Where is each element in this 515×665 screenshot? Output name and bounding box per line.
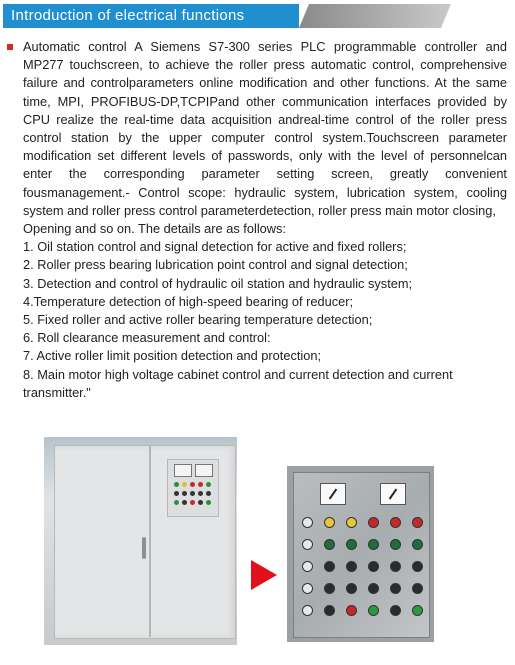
panel-plate	[293, 472, 430, 638]
section-body	[23, 38, 507, 402]
meter-icon	[195, 464, 213, 477]
cabinet-control-panel	[167, 459, 219, 517]
list-item: 7. Active roller limit position detection and protection;	[23, 348, 322, 364]
list-item: 6. Roll clearance measurement and control:	[23, 330, 271, 346]
list-item: 5. Fixed roller and active roller bearing temperature detection;	[23, 312, 373, 328]
control-panel-closeup-photo	[287, 466, 434, 642]
header-gray-bar	[299, 4, 451, 28]
list-item: 2. Roller press bearing lubrication point control and signal detection;	[23, 257, 408, 273]
meter-icon	[174, 464, 192, 477]
ammeter-gauge-icon	[380, 483, 406, 505]
function-list	[23, 238, 507, 402]
list-item: 3. Detection and control of hydraulic oil station and hydraulic system;	[23, 275, 413, 291]
control-cabinet-photo	[44, 437, 237, 645]
cabinet-handle	[142, 537, 146, 559]
cabinet-door-seam	[149, 445, 151, 637]
details-lead: Opening and so on. The details are as follows:	[23, 221, 286, 237]
list-item: 8. Main motor high voltage cabinet control and current detection and current transmitter."	[23, 366, 453, 400]
red-arrow-icon	[251, 560, 277, 590]
list-item: 1. Oil station control and signal detection for active and fixed rollers;	[23, 239, 407, 255]
square-bullet-icon	[7, 44, 13, 50]
intro-paragraph: Automatic control A Siemens S7-300 series PLC programmable controller and MP277 touchscreen, to achieve the roller press automatic control, comprehensive failure and controlparameters online modification and other functions. At the same time, MPI, PROFIBUS-DP,TCPIPand other communication interfaces provided by CPU realize the real-time data acquisition andreal-time control of the roller press control station by the upper computer control system.Touchscreen parameter modification set different levels of passwords, only with the level of personnelcan enter the corresponding parameter setting screen, greatly convenient fousmanagement.- Control scope: hydraulic system, lubrication system, cooling system and roller press control parameterdetection, roller press main motor closing,	[23, 39, 507, 218]
list-item: 4.Temperature detection of high-speed bearing of reducer;	[23, 293, 354, 309]
ammeter-gauge-icon	[320, 483, 346, 505]
section-header	[3, 4, 451, 28]
section-title: Introduction of electrical functions	[11, 7, 245, 24]
